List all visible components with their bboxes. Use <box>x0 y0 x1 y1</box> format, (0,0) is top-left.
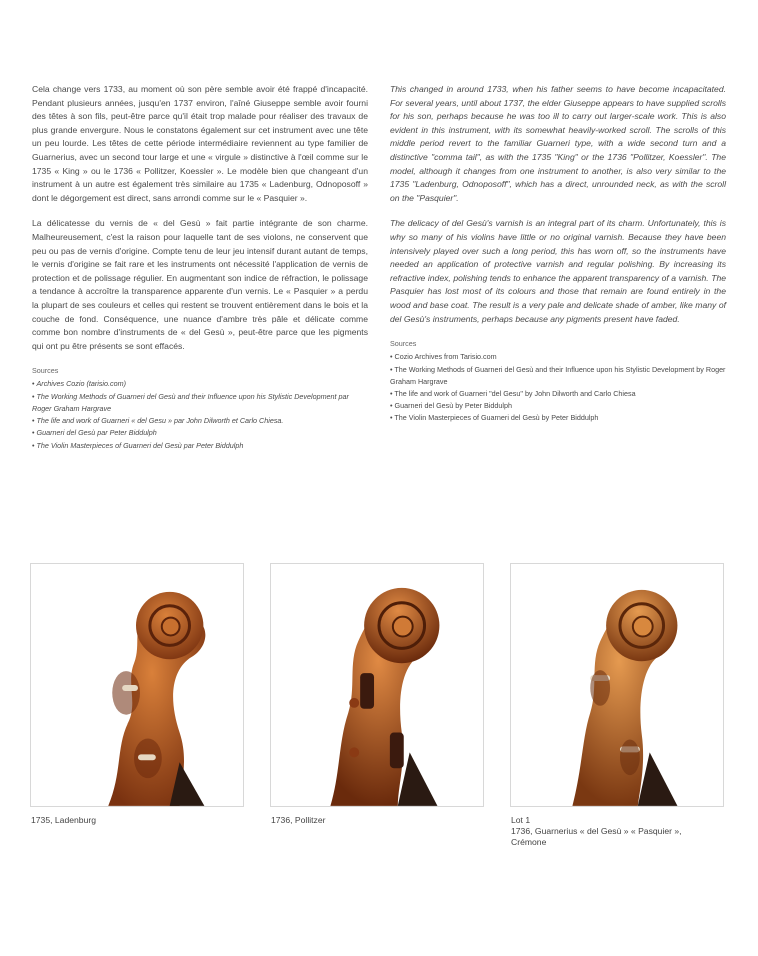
caption-title: 1736, Guarnerius « del Gesù » « Pasquier », <box>511 826 682 836</box>
english-column <box>390 83 726 425</box>
english-sources-heading: Sources <box>390 339 417 349</box>
french-paragraph-1: Cela change vers 1733, au moment où son père semble avoir été frappé d'incapacité. Pendant plusieurs années, jusqu'en 1737 environ, l'aîné Giuseppe semble avoir fourni des têtes à son fils, peut-être parce qu'il était trop malade pour réaliser des travaux de plus grande envergure. Nous le constatons également sur cet instrument avec une tête un peu lourde. Les têtes de cette période intermédiaire reviennent au type familier de Guarnerius, avec un second tour large et une « virgule » distinctive à l'œil comme sur le 1735 « King » ou le 1736 « Pollitzer, Koessler ». Le modèle bien que changeant d'un instrument à un autre est également très similaire au 1735 « Ladenburg, Odnoposoff » dont le dégorgement est direct, sans arrondi comme sur le « Pasquier ». <box>32 84 368 203</box>
violin-scroll-photo-pasquier <box>510 563 724 807</box>
lot-number: Lot 1 <box>511 815 531 825</box>
french-source-item: • The Working Methods of Guarneri del Gesù and their Influence upon his Stylistic Development par Roger Graham Hargrave <box>32 391 349 413</box>
violin-scroll-photo-pollitzer <box>270 563 484 807</box>
english-source-item: • Guarneri del Gesù by Peter Biddulph <box>390 401 512 411</box>
english-paragraph-2: The delicacy of del Gesù's varnish is an integral part of its charm. Unfortunately, this is why so many of his violins have little or no original varnish. Because they have been intensively played over such a long period, this has worn off, so the instruments have needed an application of protective varnish and regular polishing. By increasing its refractive index, polishing tends to enhance the apparent transparency of a varnish. The Pasquier has lost most of its colours and those that remain are found entirely in the wood and base coat. The result is a very pale and delicate shade of amber, like many of del Gesù's instruments, perhaps because any pigments present have faded. <box>390 218 726 324</box>
french-column <box>32 83 368 452</box>
french-sources <box>32 365 368 451</box>
french-source-item: • The Violin Masterpieces of Guarneri del Gesù par Peter Biddulph <box>32 440 244 450</box>
photo-caption-pasquier <box>511 815 725 848</box>
english-source-item: • The life and work of Guarneri "del Gesu" by John Dilworth and Carlo Chiesa <box>390 388 636 398</box>
english-source-item: • The Violin Masterpieces of Guarneri del Gesù by Peter Biddulph <box>390 413 599 423</box>
photo-caption-pollitzer: 1736, Pollitzer <box>271 815 326 825</box>
english-source-item: • Cozio Archives from Tarisio.com <box>390 352 497 362</box>
photo-caption-ladenburg: 1735, Ladenburg <box>31 815 96 825</box>
french-source-item: • Archives Cozio (tarisio.com) <box>32 379 126 389</box>
french-source-item: • The life and work of Guarneri « del Gesu » par John Dilworth et Carlo Chiesa. <box>32 416 284 426</box>
caption-place: Crémone <box>511 837 547 847</box>
english-sources <box>390 338 726 424</box>
english-source-item: • The Working Methods of Guarneri del Gesù and their Influence upon his Stylistic Development by Roger Graham Hargrave <box>390 364 726 386</box>
french-source-item: • Guarneri del Gesù par Peter Biddulph <box>32 428 157 438</box>
french-sources-heading: Sources <box>32 366 59 376</box>
english-paragraph-1: This changed in around 1733, when his father seems to have become incapacitated. For several years, until about 1737, the elder Giuseppe appears to have supplied scrolls for his son, perhaps because he was too ill to carry out larger-scale work. This is also evident in this instrument, with its somewhat heavily-worked scroll. The scrolls of this middle period revert to the familiar Guarneri type, with a wide second turn and a distinctive "comma tail", as with the 1735 "King" or the 1736 "Pollitzer, Koessler". The model, although it changes from one instrument to another, is also very similar to the 1735 "Ladenburg, Odnoposoff", which has a direct, unrounded neck, as with the scroll on the "Pasquier". <box>390 84 726 203</box>
violin-scroll-image <box>271 564 483 806</box>
violin-scroll-image <box>31 564 243 806</box>
french-paragraph-2: La délicatesse du vernis de « del Gesù » fait partie intégrante de son charme. Malheureusement, c'est la raison pour laquelle tant de ses violons, ne conservent que peu ou pas de vernis d'origine. Compte tenu de leur jeu intensif durant autant de temps, le vernis d'origine se fait rare et les instruments ont nécessité l'application de vernis de protection et de polissage régulier. En augmentant son indice de réfraction, le polissage a tendance à accroître la transparence apparente d'un vernis. Le « Pasquier » a perdu la plupart de ses couleurs et celles qui restent se trouvent entièrement dans le bois et la couche de fond. Conséquence, une nuance d'ambre très pâle et délicate comme comme bon nombre d'instruments de « del Gesù », peut-être parce que les pigments qui ont pu être présents se sont effacés. <box>32 218 368 351</box>
violin-scroll-image <box>511 564 723 806</box>
violin-scroll-photo-ladenburg <box>30 563 244 807</box>
